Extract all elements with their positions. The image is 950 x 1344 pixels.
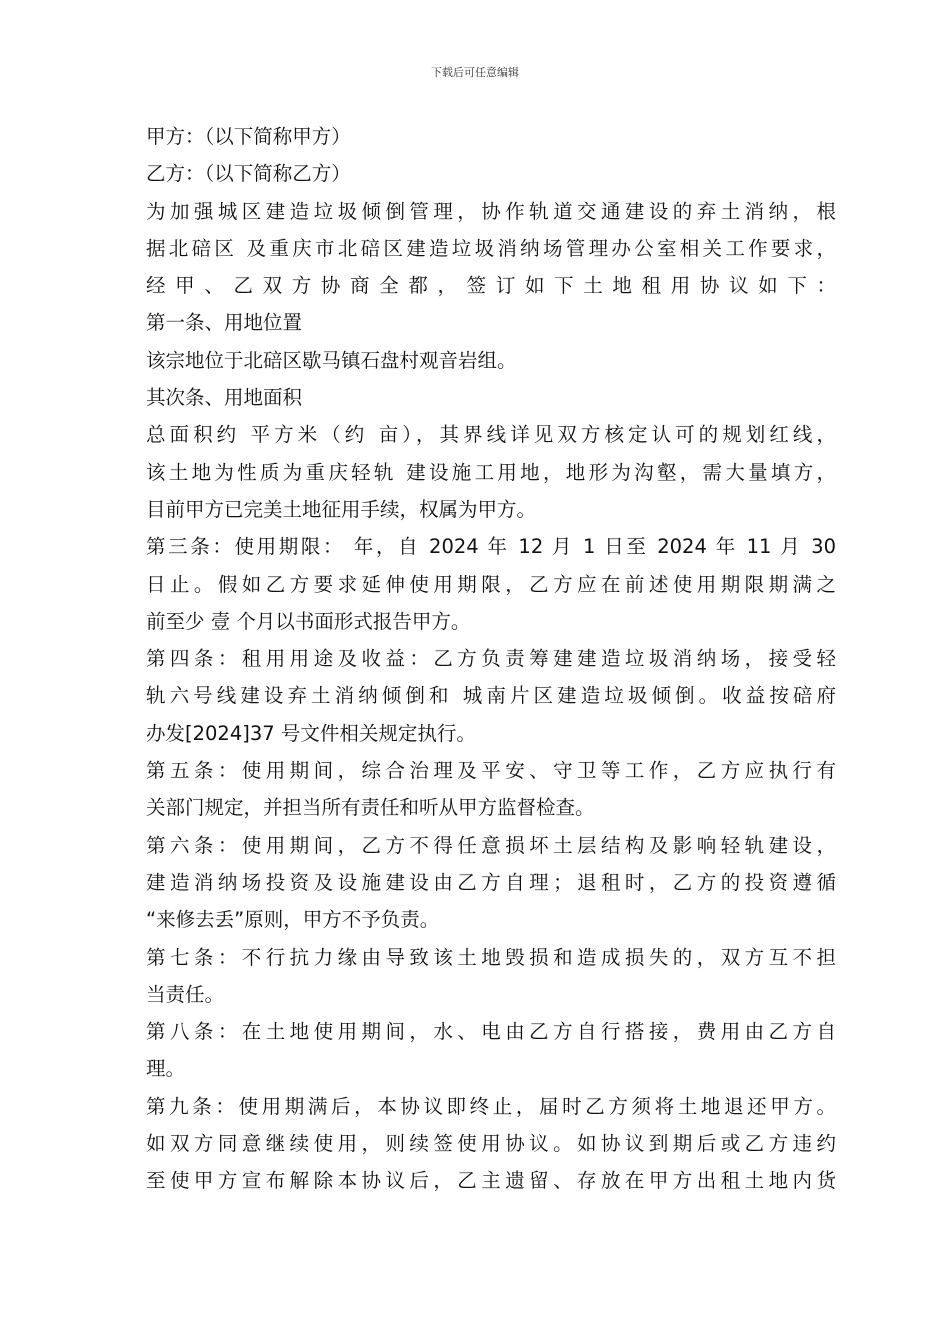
text-line: 据北碚区 及重庆市北碚区建造垃圾消纳场管理办公室相关工作要求， bbox=[146, 236, 836, 260]
text-line: 第八条：在土地使用期间，水、电由乙方自行搭接，费用由乙方自 bbox=[146, 1020, 836, 1044]
text-line: 总面积约 平方米（约 亩），其界线详见双方核定认可的规划红线， bbox=[146, 423, 836, 447]
text-line: 关部门规定，并担当所有责任和听从甲方监督检查。 bbox=[146, 796, 595, 820]
text-line: 办发[2024]37 号文件相关规定执行。 bbox=[146, 721, 476, 745]
text-line: 建造消纳场投资及设施建设由乙方自理；退租时，乙方的投资遵循 bbox=[146, 870, 836, 894]
text-line: 为加强城区建造垃圾倾倒管理，协作轨道交通建设的弃土消纳，根 bbox=[146, 199, 836, 223]
text-line: 其次条、用地面积 bbox=[146, 386, 303, 410]
text-line: 理。 bbox=[146, 1057, 186, 1081]
text-line: 该宗地位于北碚区歇马镇石盘村观音岩组。 bbox=[146, 348, 517, 372]
text-line: 日止。假如乙方要求延伸使用期限，乙方应在前述使用期限期满之 bbox=[146, 572, 836, 596]
text-line: 轨六号线建设弃土消纳倾倒和 城南片区建造垃圾倾倒。收益按碚府 bbox=[146, 684, 836, 708]
text-line: 乙方：（以下简称乙方） bbox=[146, 162, 351, 186]
text-line: 第九条：使用期满后，本协议即终止，届时乙方须将土地退还甲方。 bbox=[146, 1094, 836, 1118]
text-line: “来修去丢”原则，甲方不予负责。 bbox=[146, 908, 440, 932]
agreement-body bbox=[146, 118, 836, 1200]
text-line: 前至少 壹 个月以书面形式报告甲方。 bbox=[146, 609, 471, 633]
page-header-note: 下载后可任意编辑 bbox=[431, 66, 519, 79]
text-line: 第六条：使用期间，乙方不得任意损坏土层结构及影响轻轨建设， bbox=[146, 833, 836, 857]
text-line: 第四条：租用用途及收益：乙方负责筹建建造垃圾消纳场，接受轻 bbox=[146, 647, 836, 671]
text-line: 甲方：（以下简称甲方） bbox=[146, 125, 351, 148]
text-line: 第一条、用地位置 bbox=[146, 311, 303, 335]
text-line: 当责任。 bbox=[146, 982, 225, 1006]
text-line: 目前甲方已完美土地征用手续，权属为甲方。 bbox=[146, 497, 537, 521]
text-line: 第三条：使用期限： 年，自 2024 年 12 月 1 日至 2024 年 11 月 30 bbox=[146, 535, 836, 559]
text-line: 经甲、乙双方协商全都，签订如下土地租用协议如下： bbox=[146, 274, 836, 298]
text-line: 该土地为性质为重庆轻轨 建设施工用地，地形为沟壑，需大量填方， bbox=[146, 460, 836, 484]
text-line: 如双方同意继续使用，则续签使用协议。如协议到期后或乙方违约 bbox=[146, 1132, 836, 1156]
text-line: 第七条：不行抗力缘由导致该土地毁损和造成损失的，双方互不担 bbox=[146, 945, 836, 969]
text-line: 第五条：使用期间，综合治理及平安、守卫等工作，乙方应执行有 bbox=[146, 759, 836, 783]
text-line: 至使甲方宣布解除本协议后，乙主遗留、存放在甲方出租土地内货 bbox=[146, 1169, 836, 1193]
